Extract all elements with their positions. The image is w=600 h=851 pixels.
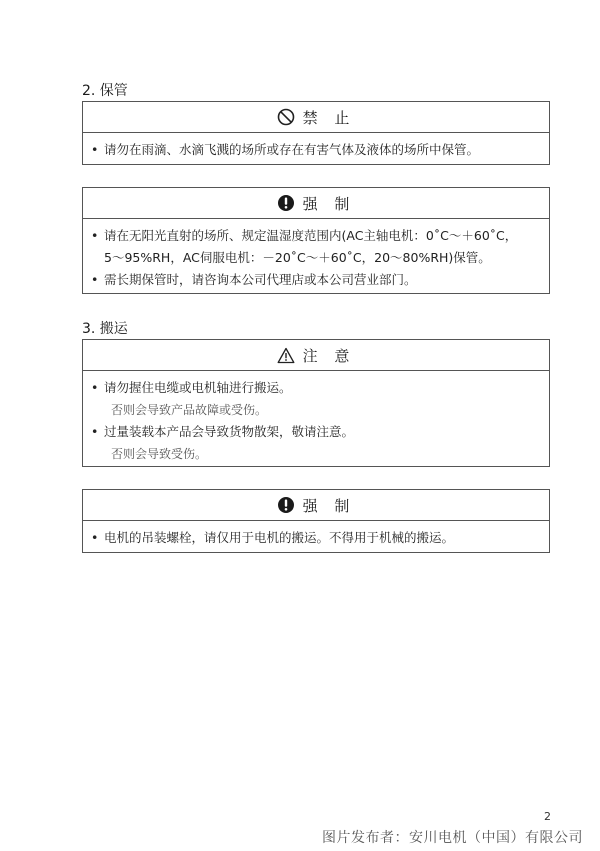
list-item: • 电机的吊装螺栓，请仅用于电机的搬运。不得用于机械的搬运。 [91, 530, 455, 545]
prohibition-box [82, 101, 550, 165]
prohibition-icon [277, 108, 295, 126]
prohibition-header [83, 102, 549, 133]
mandatory-box-transport [82, 489, 550, 553]
caution-header-label: 注 意 [302, 346, 356, 365]
list-item: • 请勿握住电缆或电机轴进行搬运。 [91, 380, 292, 395]
mandatory-header-label: 强 制 [302, 496, 356, 515]
list-item: • 请在无阳光直射的场所、规定温湿度范围内(AC主轴电机：0˚C～＋60˚C， [91, 228, 518, 243]
page-number: 2 [544, 810, 551, 823]
list-item-continuation: 5～95%RH，AC伺服电机：－20˚C～＋60˚C，20～80%RH)保管。 [104, 250, 491, 265]
exclamation-circle-icon [277, 194, 295, 212]
caution-header [83, 340, 549, 371]
list-item-note: 否则会导致产品故障或受伤。 [111, 403, 268, 417]
prohibition-header-label: 禁 止 [302, 108, 356, 127]
mandatory-header [83, 490, 549, 521]
list-item: • 请勿在雨滴、水滴飞溅的场所或存在有害气体及液体的场所中保管。 [91, 142, 480, 157]
list-item: • 过量装载本产品会导致货物散架，敬请注意。 [91, 424, 355, 439]
section-title-transport: 3. 搬运 [82, 321, 128, 337]
image-credit: 图片发布者：安川电机（中国）有限公司 [322, 830, 583, 846]
exclamation-circle-icon [277, 496, 295, 514]
mandatory-header-label: 强 制 [302, 194, 356, 213]
caution-box [82, 339, 550, 467]
mandatory-header [83, 188, 549, 219]
list-item: • 需长期保管时，请咨询本公司代理店或本公司营业部门。 [91, 272, 417, 287]
mandatory-box-storage [82, 187, 550, 294]
section-title-storage: 2. 保管 [82, 83, 128, 99]
warning-triangle-icon [277, 347, 295, 364]
list-item-note: 否则会导致受伤。 [111, 447, 208, 461]
